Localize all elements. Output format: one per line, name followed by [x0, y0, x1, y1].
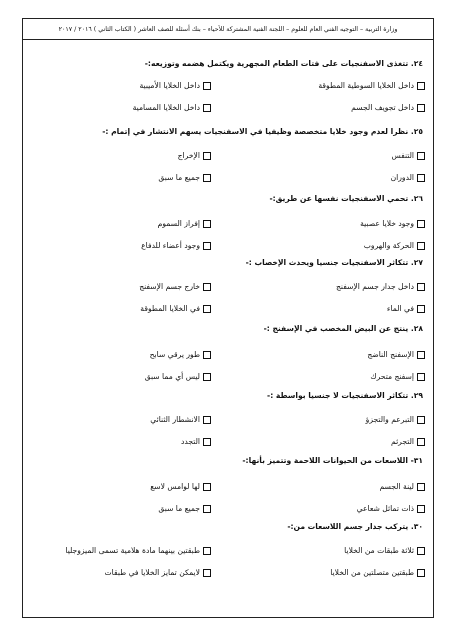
answer-option[interactable] [391, 437, 425, 446]
question-text: ٢٩. تتكاثر الاسفنجيات لا جنسيا بواسطة :- [267, 391, 423, 400]
option-checkbox[interactable] [417, 569, 425, 577]
option-checkbox[interactable] [203, 438, 211, 446]
option-label: الإسفنج الناضج [367, 350, 414, 359]
option-checkbox[interactable] [417, 242, 425, 250]
answer-option[interactable] [145, 372, 211, 381]
answer-option[interactable] [330, 568, 425, 577]
option-checkbox[interactable] [417, 104, 425, 112]
option-label: ذات تماثل شعاعي [356, 504, 414, 513]
option-label: لينة الجسم [379, 482, 414, 491]
option-checkbox[interactable] [417, 152, 425, 160]
option-checkbox[interactable] [417, 547, 425, 555]
option-checkbox[interactable] [417, 351, 425, 359]
option-label: الحركة والهروب [363, 241, 414, 250]
answer-option[interactable] [141, 241, 211, 250]
option-checkbox[interactable] [203, 569, 211, 577]
answer-option[interactable] [318, 81, 425, 90]
answer-option[interactable] [391, 151, 425, 160]
answer-option[interactable] [150, 482, 211, 491]
option-label: داخل جدار جسم الإسفنج [336, 282, 414, 291]
answer-option[interactable] [357, 504, 425, 513]
question-text: ٢٥. نظرا لعدم وجود خلايا متخصصة وظيفيا في الاسفنجيات يسهم الانتشار في إتمام :- [102, 127, 423, 136]
page-header: وزارة التربية – التوجيه الفني العام للعلوم – اللجنة الفنية المشتركة للأحياء – بنك أسئلة للصف العاشر ( الكتاب الثاني ) ٢٠١٦ / ٢٠١٧ [23, 21, 433, 40]
answer-option[interactable] [391, 173, 425, 182]
question-text: ٢٤. تتغذى الاسفنجيات على فتات الطعام المجهرية ويكتمل هضمه وتوزيعه:- [144, 59, 423, 68]
option-label: الدوران [390, 173, 414, 182]
option-label: داخل تجويف الجسم [351, 103, 414, 112]
option-label: ليس أي مما سبق [144, 372, 200, 381]
question-text: ٢٧. تتكاثر الاسفنجيات جنسيا ويحدث الإخصاب :- [245, 258, 423, 267]
answer-option[interactable] [336, 282, 425, 291]
answer-option[interactable] [181, 437, 211, 446]
option-checkbox[interactable] [203, 242, 211, 250]
option-label: التجرثم [391, 437, 414, 446]
answer-option[interactable] [65, 546, 211, 555]
option-label: التنفس [391, 151, 414, 160]
question-text: ٢٦. تحمي الاسفنجيات نفسها عن طريق:- [269, 194, 423, 203]
answer-option[interactable] [140, 304, 211, 313]
option-checkbox[interactable] [203, 547, 211, 555]
answer-option[interactable] [351, 103, 425, 112]
question-text: ٢٨. ينتج عن البيض المخصب في الإسفنج :- [263, 324, 423, 333]
option-checkbox[interactable] [417, 305, 425, 313]
option-label: داخل الخلايا السوطية المطوقة [318, 81, 414, 90]
option-label: داخل الخلايا الأميبية [139, 81, 200, 90]
answer-option[interactable] [133, 103, 211, 112]
answer-option[interactable] [387, 304, 425, 313]
option-label: خارج جسم الإسفنج [139, 282, 200, 291]
option-label: طور يرقي سابح [149, 350, 200, 359]
option-label: الإخراج [177, 151, 200, 160]
answer-option[interactable] [150, 350, 211, 359]
option-checkbox[interactable] [203, 152, 211, 160]
option-checkbox[interactable] [203, 305, 211, 313]
option-label: في الماء [386, 304, 414, 313]
option-checkbox[interactable] [417, 438, 425, 446]
option-checkbox[interactable] [203, 104, 211, 112]
answer-option[interactable] [158, 173, 211, 182]
option-checkbox[interactable] [417, 174, 425, 182]
answer-option[interactable] [158, 504, 211, 513]
answer-option[interactable] [139, 81, 211, 90]
option-checkbox[interactable] [417, 373, 425, 381]
option-checkbox[interactable] [417, 220, 425, 228]
option-checkbox[interactable] [203, 82, 211, 90]
option-label: طبقتين متصلتين من الخلايا [330, 568, 414, 577]
option-checkbox[interactable] [417, 505, 425, 513]
option-checkbox[interactable] [203, 505, 211, 513]
option-label: طبقتين بينهما مادة هلامية تسمى الميزوجليا [65, 546, 200, 555]
answer-option[interactable] [360, 219, 425, 228]
option-label: إسفنج متحرك [370, 372, 414, 381]
option-checkbox[interactable] [417, 483, 425, 491]
answer-option[interactable] [367, 350, 425, 359]
option-label: التبرعم والتجزؤ [365, 415, 414, 424]
option-label: جميع ما سبق [158, 504, 200, 513]
answer-option[interactable] [364, 241, 425, 250]
answer-option[interactable] [158, 219, 211, 228]
answer-option[interactable] [344, 546, 425, 555]
option-label: داخل الخلايا المسامية [132, 103, 200, 112]
question-text: ٣٠. يتركب جدار جسم اللاسعات من:- [287, 522, 423, 531]
answer-option[interactable] [105, 568, 211, 577]
answer-option[interactable] [139, 282, 211, 291]
answer-option[interactable] [370, 372, 425, 381]
option-checkbox[interactable] [203, 416, 211, 424]
option-label: جميع ما سبق [158, 173, 200, 182]
answer-option[interactable] [379, 482, 425, 491]
option-checkbox[interactable] [417, 82, 425, 90]
option-checkbox[interactable] [417, 416, 425, 424]
option-label: الانشطار الثنائي [150, 415, 200, 424]
option-label: وجود خلايا عصبية [360, 219, 414, 228]
answer-option[interactable] [178, 151, 211, 160]
option-label: إفراز السموم [157, 219, 200, 228]
option-checkbox[interactable] [203, 283, 211, 291]
question-text: ٣١- اللاسعات من الحيوانات اللاحمة وتتميز بأنها:- [242, 456, 423, 465]
option-checkbox[interactable] [203, 220, 211, 228]
option-checkbox[interactable] [203, 373, 211, 381]
option-label: لايمكن تمايز الخلايا في طبقات [104, 568, 200, 577]
option-checkbox[interactable] [203, 174, 211, 182]
answer-option[interactable] [150, 415, 211, 424]
option-checkbox[interactable] [417, 283, 425, 291]
option-checkbox[interactable] [203, 483, 211, 491]
option-label: التجدد [181, 437, 200, 446]
option-checkbox[interactable] [203, 351, 211, 359]
answer-option[interactable] [366, 415, 425, 424]
option-label: وجود أعضاء للدفاع [141, 241, 200, 250]
exam-page [22, 18, 434, 618]
option-label: ثلاثة طبقات من الخلايا [344, 546, 414, 555]
option-label: في الخلايا المطوقة [140, 304, 200, 313]
option-label: لها لوامس لاسع [150, 482, 200, 491]
